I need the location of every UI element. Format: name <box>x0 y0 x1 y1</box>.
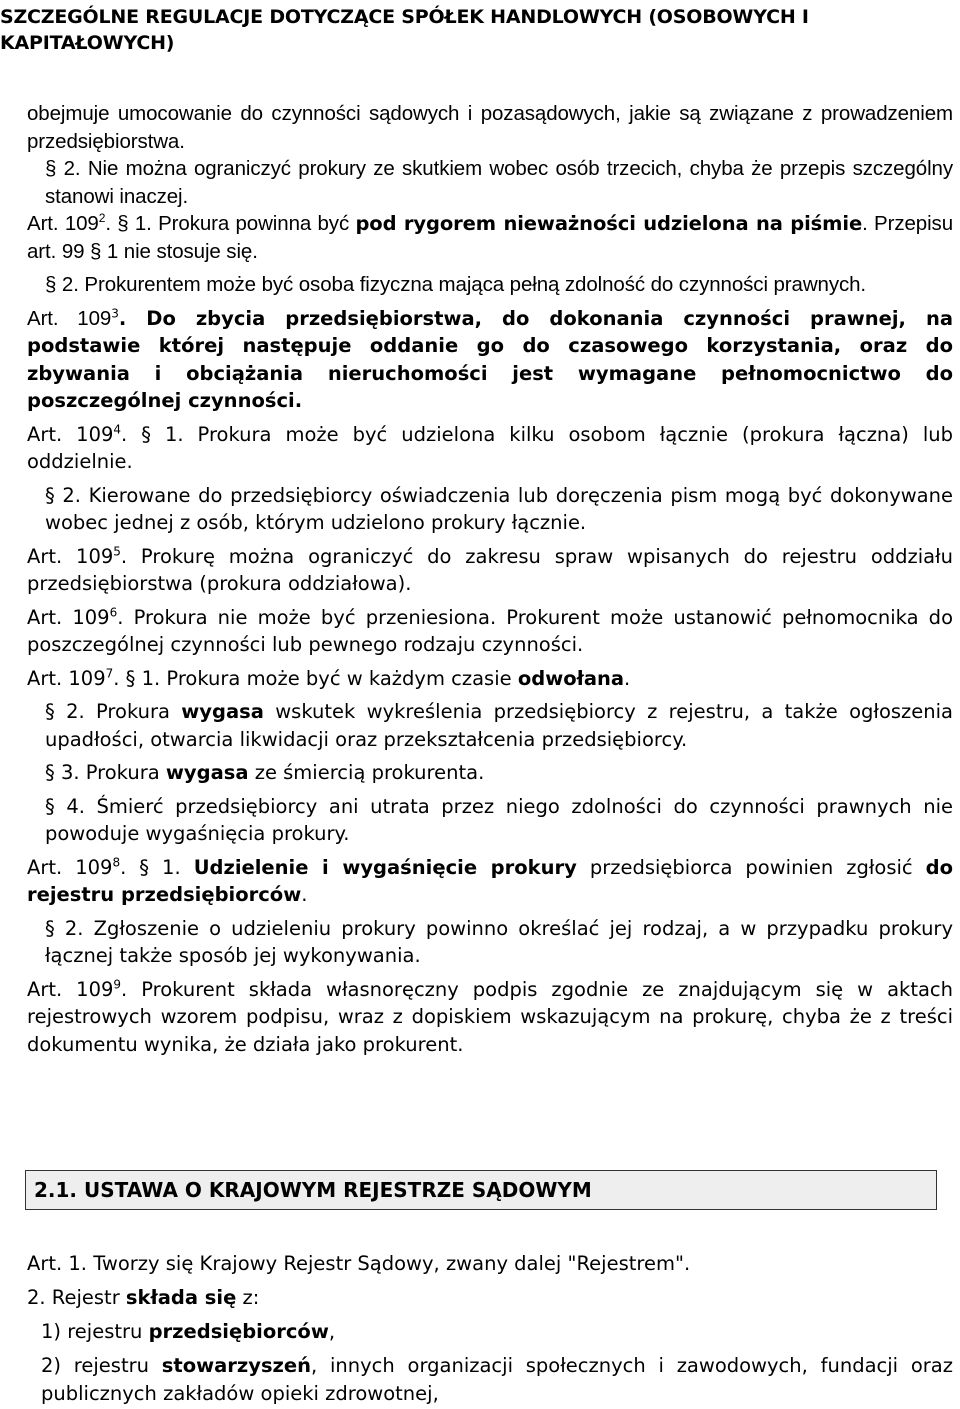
list-item: 2) rejestru stowarzyszeń, innych organizacji społecznych i zawodowych, fundacji oraz publicznych zakładów opieki zdrowotnej, <box>41 1354 953 1405</box>
article-109-3: Art. $109^3$. Do zbycia przedsiębiorstwa, do dokonania czynności prawnej, na podstawie której następuje oddanie go do czasowego korzystania, oraz do zbywania i obciążania nieruchomości jest wymagane pełnomocnictwo do poszczególnej czynności. <box>27 306 953 412</box>
paragraph: obejmuje umocowanie do czynności sądowych i pozasądowych, jakie są związane z prowadzeniem przedsiębiorstwa. <box>27 102 953 153</box>
article-109-6: Art. $109^6$. Prokura nie może być przeniesiona. Prokurent może ustanowić pełnomocnika do poszczególnej czynności lub pewnego rodzaju czynności. <box>27 605 953 656</box>
paragraph: § 2. Zgłoszenie o udzieleniu prokury powinno określać jej rodzaj, a w przypadku prokury łącznej także sposób jej wykonywania. <box>45 916 953 967</box>
paragraph: Art. 1. Tworzy się Krajowy Rejestr Sądowy, zwany dalej "Rejestrem". <box>27 1252 691 1275</box>
article-109-8: Art. $109^8$. § 1. Udzielenie i wygaśnięcie prokury przedsiębiorca powinien zgłosić do rejestru przedsiębiorców. <box>27 855 953 906</box>
list-item: 1) rejestru przedsiębiorców, <box>41 1320 336 1343</box>
paragraph: § 2. Prokura wygasa wskutek wykreślenia przedsiębiorcy z rejestru, a także ogłoszenia upadłości, otwarcia likwidacji oraz przekształcenia przedsiębiorcy. <box>45 700 954 751</box>
paragraph: § 2. Kierowane do przedsiębiorcy oświadczenia lub doręczenia pism mogą być dokonywane wobec jednej z osób, którym udzielono prokury łącznie. <box>45 483 953 534</box>
document-body <box>27 100 953 1058</box>
article-109-4: Art. $109^4$. § 1. Prokura może być udzielona kilku osobom łącznie (prokura łączna) lub oddzielnie. <box>27 422 953 473</box>
paragraph: § 2. Prokurentem może być osoba fizyczna mająca pełną zdolność do czynności prawnych. <box>45 273 867 296</box>
paragraph: § 4. Śmierć przedsiębiorcy ani utrata przez niego zdolności do czynności prawnych nie powoduje wygaśnięcia prokury. <box>45 794 953 845</box>
paragraph: § 3. Prokura wygasa ze śmiercią prokurenta. <box>45 761 485 784</box>
paragraph: § 2. Nie można ograniczyć prokury ze skutkiem wobec osób trzecich, chyba że przepis szczególny stanowi inaczej. <box>45 157 953 208</box>
article-109-7: Art. $109^7$. § 1. Prokura może być w każdym czasie odwołana. <box>27 666 631 690</box>
article-109-9: Art. $109^9$. Prokurent składa własnoręczny podpis zgodnie ze znajdującym się w aktach rejestrowych wzorem podpisu, wraz z dopiskiem wskazującym na prokurę, chyba że z treści dokumentu wynika, że działa jako prokurent. <box>27 977 953 1056</box>
document-header: SZCZEGÓLNE REGULACJE DOTYCZĄCE SPÓŁEK HANDLOWYCH (OSOBOWYCH I KAPITAŁOWYCH) <box>0 6 809 54</box>
section-title: 2.1. USTAWA O KRAJOWYM REJESTRZE SĄDOWYM <box>25 1170 937 1210</box>
article-109-2: Art. $109^2$. § 1. Prokura powinna być pod rygorem nieważności udzielona na piśmie. Przepisu art. 99 § 1 nie stosuje się. <box>27 211 953 263</box>
article-109-5: Art. $109^5$. Prokurę można ograniczyć do zakresu spraw wpisanych do rejestru oddziału przedsiębiorstwa (prokura oddziałowa). <box>27 544 954 595</box>
paragraph: 2. Rejestr składa się z: <box>27 1286 260 1309</box>
krs-section <box>27 1250 953 1408</box>
